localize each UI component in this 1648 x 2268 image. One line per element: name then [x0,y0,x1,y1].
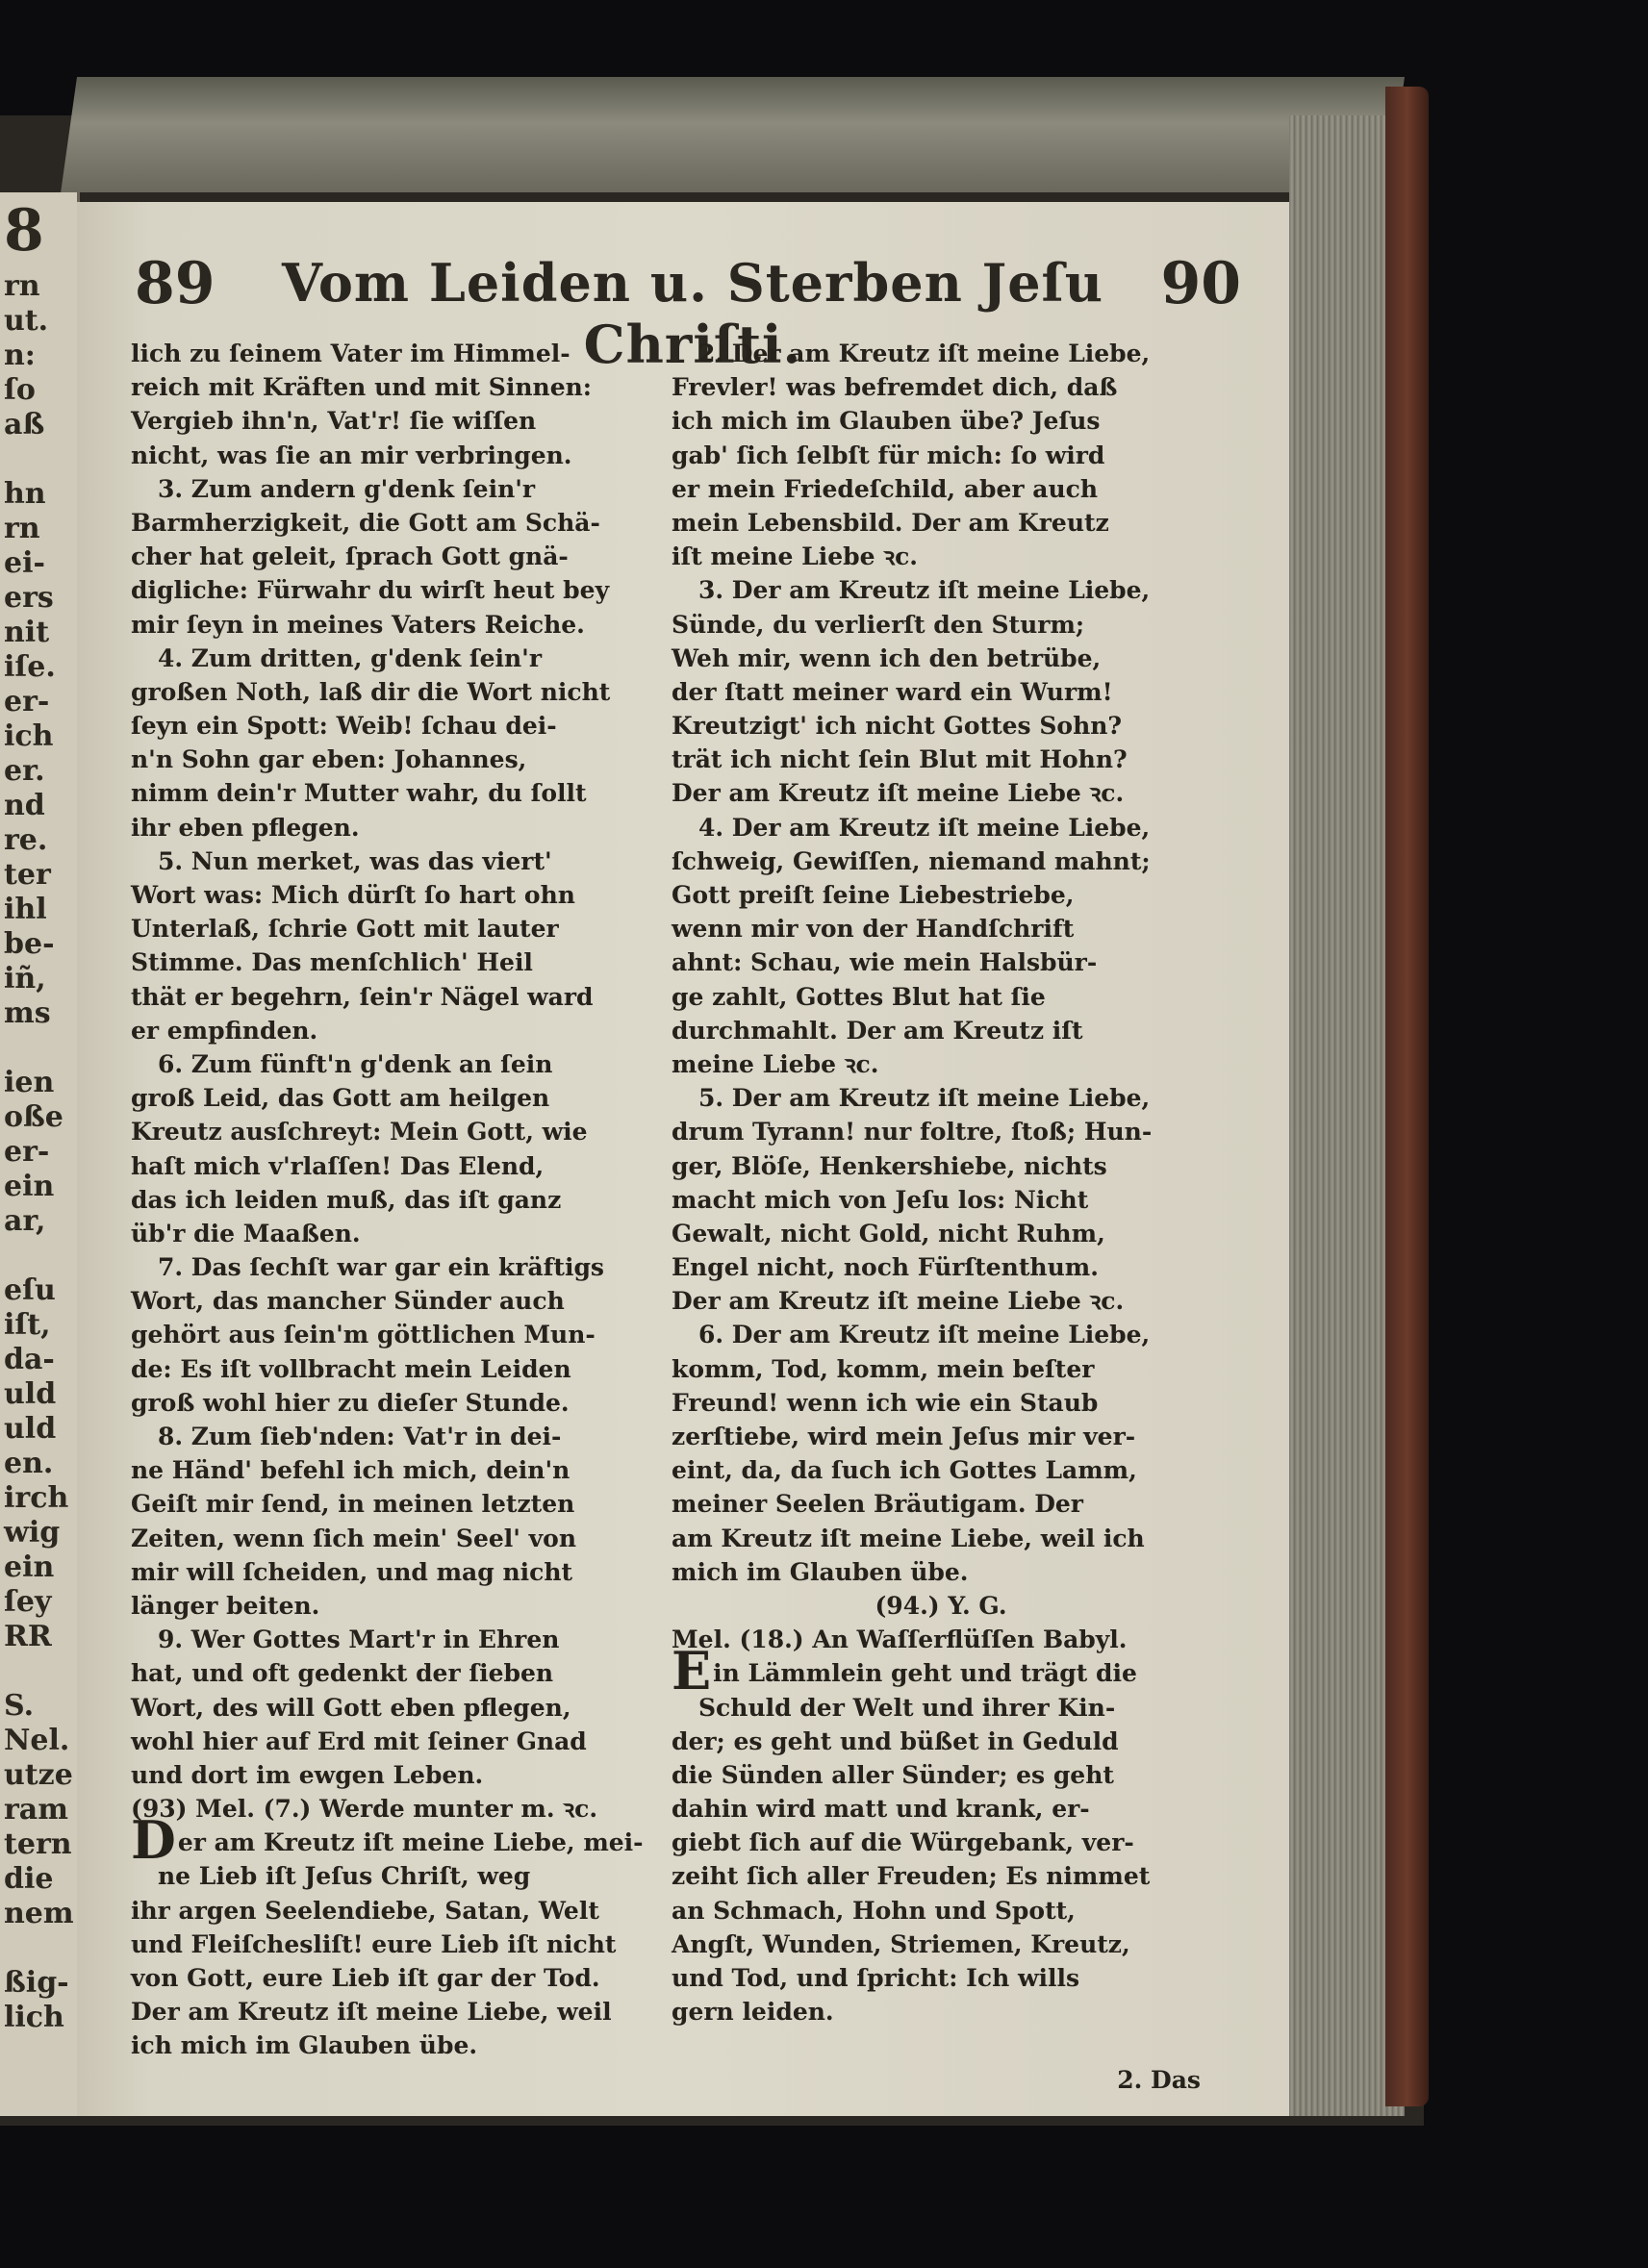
text-line: giebt ſich auf die Würgebank, ver- [672,1828,1134,1857]
prev-page-fragment: ich [4,719,54,753]
text-line: zerſtiebe, wird mein Jeſus mir ver- [672,1423,1136,1450]
text-line: wohl hier auf Erd mit ſeiner Gnad [131,1726,587,1755]
text-line: eint, da, da ſuch ich Gottes Lamm, [672,1456,1137,1485]
prev-page-fragment: ein [4,1550,55,1584]
text-line: 4. Der am Kreutz iſt meine Liebe, [698,813,1151,842]
text-line: und Fleiſchesliſt! eure Lieb iſt nicht [131,1929,617,1958]
prev-page-fragment: uld [4,1412,57,1446]
text-line: 2. Das [1117,2065,1201,2094]
text-line: komm, Tod, komm, mein beſter [672,1354,1095,1383]
text-line: nicht, was ſie an mir verbringen. [131,441,572,469]
prev-page-fragment: wig [4,1516,61,1550]
prev-page-fragment: nem [4,1897,74,1930]
text-line: ich mich im Glauben übe. [131,2031,478,2060]
prev-page-fragment: re. [4,823,48,857]
text-line: 4. Zum dritten, g'denk ſein'r [158,643,542,672]
text-line: Wort was: Mich dürſt ſo hart ohn [131,881,575,909]
prev-page-fragment: er- [4,685,50,718]
text-line: Zeiten, wenn ſich mein' Seel' von [131,1524,577,1552]
text-line: Unterlaß, ſchrie Gott mit lauter [131,915,559,944]
text-line: Barmherzigkeit, die Gott am Schä- [131,508,600,537]
text-line: (94.) Y. G. [875,1591,1007,1620]
text-line: reich mit Kräften und mit Sinnen: [131,373,593,402]
text-line: Wort, das mancher Sünder auch [131,1287,565,1316]
text-line: Der am Kreutz iſt meine Liebe, weil [131,1998,612,2027]
prev-page-fragment: ut. [4,304,49,338]
text-line: ahnt: Schau, wie mein Halsbür- [672,948,1098,977]
text-line: er mein Friedeſchild, aber auch [672,474,1099,503]
prev-page-fragment: ter [4,858,51,892]
text-line: Gott preiſt ſeine Liebestriebe, [672,881,1075,909]
text-line: ne Lieb iſt Jeſus Chriſt, weg [158,1862,531,1891]
text-line: Stimme. Das menſchlich' Heil [131,948,533,977]
book-page [77,202,1289,2116]
text-line: drum Tyrann! nur foltre, ſtoß; Hun- [672,1118,1153,1147]
text-line: am Kreutz iſt meine Liebe, weil ich [672,1524,1145,1552]
text-line: mich im Glauben übe. [672,1557,969,1586]
prev-page-fragment: iñ, [4,962,46,995]
prev-page-fragment: iſe. [4,650,56,684]
prev-page-fragment: hn [4,477,46,511]
text-line: Angſt, Wunden, Striemen, Kreutz, [672,1929,1130,1958]
text-line: zeiht ſich aller Freuden; Es nimmet [672,1862,1151,1891]
prev-page-fragment: en. [4,1447,54,1480]
text-line: groß Leid, das Gott am heilgen [131,1084,550,1113]
text-line: thät er begehrn, ſein'r Nägel ward [131,982,594,1011]
text-line: Freund! wenn ich wie ein Staub [672,1388,1099,1417]
text-line: gern leiden. [672,1998,834,2027]
text-line: Der am Kreutz iſt meine Liebe ꝛc. [672,1287,1125,1316]
book-top-edge [61,77,1405,192]
leather-cover [1385,87,1429,2106]
text-line: de: Es iſt vollbracht mein Leiden [131,1354,571,1383]
prev-page-fragment: RR [4,1620,52,1653]
text-line: haſt mich v'rlaſſen! Das Elend, [131,1151,545,1180]
text-line: Kreutzigt' ich nicht Gottes Sohn? [672,712,1123,741]
prev-page-fragment: er- [4,1135,50,1169]
prev-page-fragment [0,442,77,477]
text-line: der; es geht und büßet in Geduld [672,1726,1119,1755]
text-line: von Gott, eure Lieb iſt gar der Tod. [131,1964,600,1992]
text-line: trät ich nicht ſein Blut mit Hohn? [672,745,1128,774]
text-line: Kreutz ausſchreyt: Mein Gott, wie [131,1118,588,1147]
text-line: die Sünden aller Sünder; es geht [672,1760,1114,1789]
prev-page-fragment [0,1239,77,1273]
prev-page-fragment [0,1654,77,1689]
prev-page-fragment: rn [4,512,40,545]
previous-page-sliver [0,192,80,2116]
text-line: ich mich im Glauben übe? Jeſus [672,407,1101,436]
prev-page-fragment: uld [4,1377,57,1411]
page-number-left: 89 [135,250,216,317]
text-line: mir ſeyn in meines Vaters Reiche. [131,610,585,639]
prev-page-fragment: 8 [4,197,44,265]
text-line: ſchweig, Gewiſſen, niemand mahnt; [672,846,1151,875]
drop-cap: D [131,1809,176,1872]
text-line: durchmahlt. Der am Kreutz iſt [672,1016,1083,1045]
text-line: an Schmach, Hohn und Spott, [672,1896,1076,1925]
text-line: wenn mir von der Handſchrift [672,915,1075,944]
prev-page-fragment: rn [4,269,40,303]
text-line: Geiſt mir ſend, in meinen letzten [131,1490,575,1519]
prev-page-fragment: ſo [4,373,36,407]
prev-page-fragment: da- [4,1343,55,1376]
text-line: 9. Wer Gottes Mart'r in Ehren [158,1625,560,1654]
text-line: 5. Nun merket, was das viert' [158,846,552,875]
text-line: und Tod, und ſpricht: Ich wills [672,1964,1080,1992]
text-line: 3. Zum andern g'denk ſein'r [158,474,536,503]
prev-page-fragment: nd [4,789,45,822]
text-line: hat, und oft gedenkt der ſieben [131,1659,554,1688]
prev-page-fragment: aß [4,408,45,441]
text-line: mir will ſcheiden, und mag nicht [131,1557,573,1586]
text-line: Engel nicht, noch Fürſtenthum. [672,1253,1099,1282]
text-line: lich zu ſeinem Vater im Himmel- [131,340,570,367]
prev-page-fragment: nit [4,616,50,649]
prev-page-fragment: ihl [4,893,47,926]
right-column [672,337,1210,2097]
prev-page-fragment: ei- [4,546,45,580]
prev-page-fragment [0,1031,77,1066]
drop-cap: E [672,1640,712,1702]
prev-page-fragment: n: [4,339,36,372]
text-line: meine Liebe ꝛc. [672,1049,879,1078]
text-line: ne Händ' befehl ich mich, dein'n [131,1456,570,1485]
running-title: Vom Leiden u. Sterben Jeſu Chriſti. [281,252,1104,375]
text-line: 2. Der am Kreutz iſt meine Liebe, [698,340,1151,367]
prev-page-fragment: eſu [4,1273,56,1307]
prev-page-fragment: tern [4,1827,72,1861]
prev-page-fragment: ar, [4,1204,46,1238]
text-line: Schuld der Welt und ihrer Kin- [698,1693,1116,1722]
text-line: ger, Blöſe, Henkershiebe, nichts [672,1151,1107,1180]
prev-page-fragment: ram [4,1793,68,1827]
text-line: 6. Der am Kreutz iſt meine Liebe, [698,1321,1151,1349]
text-line: iſt meine Liebe ꝛc. [672,542,918,571]
text-line: und dort im ewgen Leben. [131,1760,484,1789]
text-line: macht mich von Jeſu los: Nicht [672,1185,1089,1214]
prev-page-fragment: ein [4,1170,55,1203]
prev-page-fragment: be- [4,927,55,961]
prev-page-fragment: utze [4,1758,73,1792]
text-line: der ſtatt meiner ward ein Wurm! [672,677,1113,706]
text-line: digliche: Fürwahr du wirſt heut bey [131,576,610,605]
text-line: Wort, des will Gott eben pflegen, [131,1693,571,1722]
text-line: nimm dein'r Mutter wahr, du ſollt [131,779,587,808]
text-line: gab' ſich ſelbſt für mich: ſo wird [672,441,1105,469]
text-line: meiner Seelen Bräutigam. Der [672,1490,1083,1519]
prev-page-fragment [0,1931,77,1966]
text-line: Frevler! was befremdet dich, daß [672,373,1118,402]
text-line: 3. Der am Kreutz iſt meine Liebe, [698,576,1151,605]
page-number-right: 90 [1160,250,1241,317]
text-line: 8. Zum ſieb'nden: Vat'r in dei- [158,1423,562,1450]
prev-page-fragment: lich [4,2001,64,2034]
text-line: Der am Kreutz iſt meine Liebe ꝛc. [672,779,1125,808]
text-line [672,1640,1210,1702]
prev-page-fragment: iſt, [4,1308,51,1342]
text-line: länger beiten. [131,1591,320,1620]
text-line: üb'r die Maaßen. [131,1219,361,1247]
prev-page-fragment: ers [4,581,54,615]
text-line: cher hat geleit, ſprach Gott gnä- [131,542,569,571]
text-line: großen Noth, laß dir die Wort nicht [131,677,611,706]
text-line: Sünde, du verlierſt den Sturm; [672,610,1085,639]
text-line: Mel. (18.) An Waſſerflüſſen Babyl. [672,1625,1128,1654]
prev-page-fragment: ßig- [4,1966,69,2000]
text-line: groß wohl hier zu dieſer Stunde. [131,1388,570,1417]
text-line-rest: er am Kreutz iſt meine Liebe, mei- [177,1828,644,1857]
text-line: er empfinden. [131,1016,318,1045]
left-column [131,337,660,2063]
text-line: ſeyn ein Spott: Weib! ſchau dei- [131,712,557,741]
text-line: Gewalt, nicht Gold, nicht Ruhm, [672,1219,1105,1247]
prev-page-fragment: ien [4,1066,55,1099]
prev-page-fragment: die [4,1862,54,1896]
text-line: (93) Mel. (7.) Werde munter m. ꝛc. [131,1795,598,1824]
text-line: 7. Das ſechſt war gar ein kräftigs [158,1253,605,1282]
text-line: ihr argen Seelendiebe, Satan, Welt [131,1896,599,1925]
text-line: 6. Zum fünft'n g'denk an ſein [158,1049,553,1078]
prev-page-fragment: er. [4,754,45,788]
text-line [672,2029,1210,2062]
text-line-rest: in Lämmlein geht und trägt die [713,1659,1137,1688]
prev-page-fragment: oße [4,1100,63,1134]
text-line: ihr eben pflegen. [131,813,360,842]
text-line: Weh mir, wenn ich den betrübe, [672,643,1102,672]
text-line: n'n Sohn gar eben: Johannes, [131,745,527,774]
prev-page-fragment: S. [4,1689,35,1723]
prev-page-fragment: irch [4,1481,69,1515]
text-line: gehört aus ſein'm göttlichen Mun- [131,1321,596,1349]
text-line: ge zahlt, Gottes Blut hat ſie [672,982,1046,1011]
text-line: mein Lebensbild. Der am Kreutz [672,508,1109,537]
prev-page-fragment: ms [4,996,51,1030]
prev-page-fragment: ſey [4,1585,52,1619]
text-line: Vergieb ihn'n, Vat'r! ſie wiſſen [131,407,537,436]
text-line: das ich leiden muß, das iſt ganz [131,1185,562,1214]
text-line: dahin wird matt und krank, er- [672,1795,1090,1824]
text-line: 5. Der am Kreutz iſt meine Liebe, [698,1084,1151,1113]
prev-page-fragment: Nel. [4,1724,70,1757]
